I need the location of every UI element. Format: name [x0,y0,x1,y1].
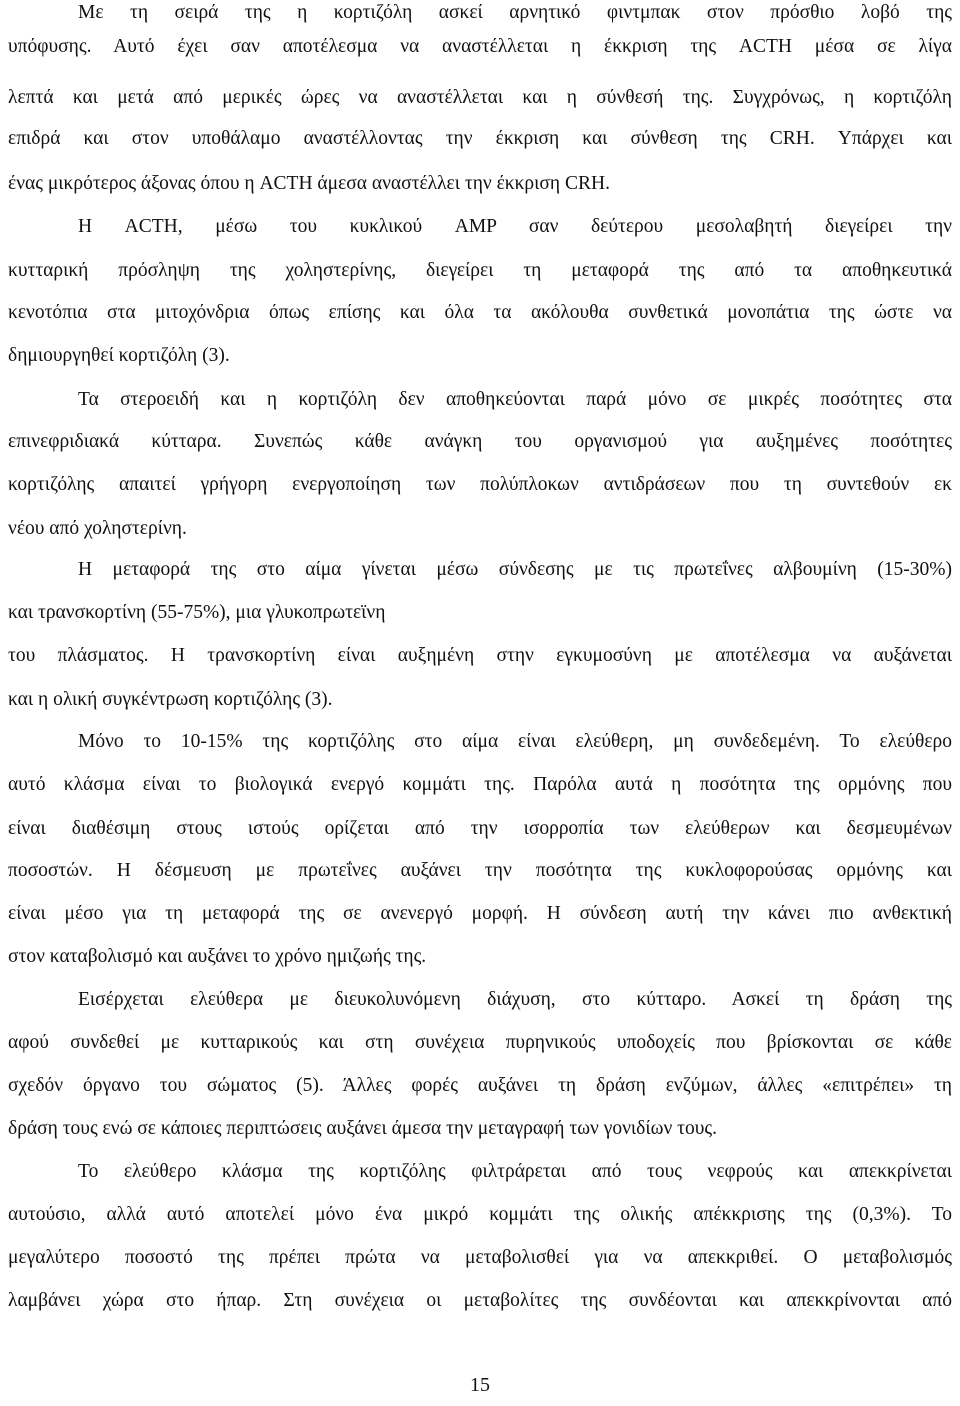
text-line: δράση τους ενώ σε κάποιες περιπτώσεις αυξάνει άμεσα την μεταγραφή των γονιδίων τους. [8,1118,717,1139]
text-line: μεγαλύτερο ποσοστό της πρέπει πρώτα να μεταβολισθεί για να απεκκριθεί. Ο μεταβολισμός [8,1247,952,1268]
text-line: υπόφυσης. Αυτό έχει σαν αποτέλεσμα να αναστέλλεται η έκκριση της ACTH μέσα σε λίγα [8,36,952,57]
text-line: Τα στεροειδή και η κορτιζόλη δεν αποθηκεύονται παρά μόνο σε μικρές ποσότητες στα [78,389,952,410]
text-line: Εισέρχεται ελεύθερα με διευκολυνόμενη διάχυση, στο κύτταρο. Ασκεί τη δράση της [78,989,952,1010]
text-line: είναι μέσο για τη μεταφορά της σε ανενεργό μορφή. Η σύνδεση αυτή την κάνει πιο ανθεκτική [8,903,952,924]
text-line: Η μεταφορά της στο αίμα γίνεται μέσω σύνδεσης με τις πρωτεΐνες αλβουμίνη (15-30%) [78,559,952,580]
text-line: επιδρά και στον υποθάλαμο αναστέλλοντας την έκκριση και σύνθεση της CRH. Υπάρχει και [8,128,952,149]
text-line: λαμβάνει χώρα στο ήπαρ. Στη συνέχεια οι μεταβολίτες της συνδέονται και απεκκρίνονται από [8,1290,952,1311]
text-line: στον καταβολισμό και αυξάνει το χρόνο ημιζωής της. [8,946,427,967]
text-line: Το ελεύθερο κλάσμα της κορτιζόλης φιλτράρεται από τους νεφρούς και απεκκρίνεται [78,1161,952,1182]
text-line: και η ολική συγκέντρωση κορτιζόλης (3). [8,689,333,710]
text-line: είναι διαθέσιμη στους ιστούς ορίζεται από την ισορροπία των ελεύθερων και δεσμευμένων [8,818,952,839]
text-line: κορτιζόλης απαιτεί γρήγορη ενεργοποίηση των πολύπλοκων αντιδράσεων που τη συντεθούν εκ [8,474,952,495]
text-line: αφού συνδεθεί με κυτταρικούς και στη συνέχεια πυρηνικούς υποδοχείς που βρίσκονται σε κάθε [8,1032,952,1053]
text-line: δημιουργηθεί κορτιζόλη (3). [8,345,230,366]
text-line: κενοτόπια στα μιτοχόνδρια όπως επίσης και όλα τα ακόλουθα συνθετικά μονοπάτια της ώστε να [8,302,952,323]
text-line: σχεδόν όργανο του σώματος (5). Άλλες φορές αυξάνει τη δράση ενζύμων, άλλες «επιτρέπει» τη [8,1075,952,1096]
text-line: Με τη σειρά της η κορτιζόλη ασκεί αρνητικό φιντμπακ στον πρόσθιο λοβό της [78,2,952,23]
text-line: αυτούσιο, αλλά αυτό αποτελεί μόνο ένα μικρό κομμάτι της ολικής απέκκρισης της (0,3%). Το [8,1204,952,1225]
text-line: κυτταρική πρόσληψη της χοληστερίνης, διεγείρει τη μεταφορά της από τα αποθηκευτικά [8,260,952,281]
text-line: ένας μικρότερος άξονας όπου η ACTH άμεσα αναστέλλει την έκκριση CRH. [8,173,610,194]
page-number: 15 [470,1374,490,1396]
text-line: ποσοστών. Η δέσμευση με πρωτεΐνες αυξάνει την ποσότητα της κυκλοφορούσας ορμόνης και [8,860,952,881]
text-line: και τρανσκορτίνη (55-75%), μια γλυκοπρωτεϊνη [8,602,386,623]
text-line: λεπτά και μετά από μερικές ώρες να αναστέλλεται και η σύνθεσή της. Συγχρόνως, η κορτιζόλη [8,87,952,108]
text-line: του πλάσματος. Η τρανσκορτίνη είναι αυξημένη στην εγκυμοσύνη με αποτέλεσμα να αυξάνεται [8,645,952,666]
text-line: Μόνο το 10-15% της κορτιζόλης στο αίμα είναι ελεύθερη, μη συνδεδεμένη. Το ελεύθερο [78,731,952,752]
text-line: αυτό κλάσμα είναι το βιολογικά ενεργό κομμάτι της. Παρόλα αυτά η ποσότητα της ορμόνης που [8,774,952,795]
text-line: νέου από χοληστερίνη. [8,518,187,539]
text-line: επινεφριδιακά κύτταρα. Συνεπώς κάθε ανάγκη του οργανισμού για αυξημένες ποσότητες [8,431,952,452]
text-line: Η ACTH, μέσω του κυκλικού AMP σαν δεύτερου μεσολαβητή διεγείρει την [78,216,952,237]
